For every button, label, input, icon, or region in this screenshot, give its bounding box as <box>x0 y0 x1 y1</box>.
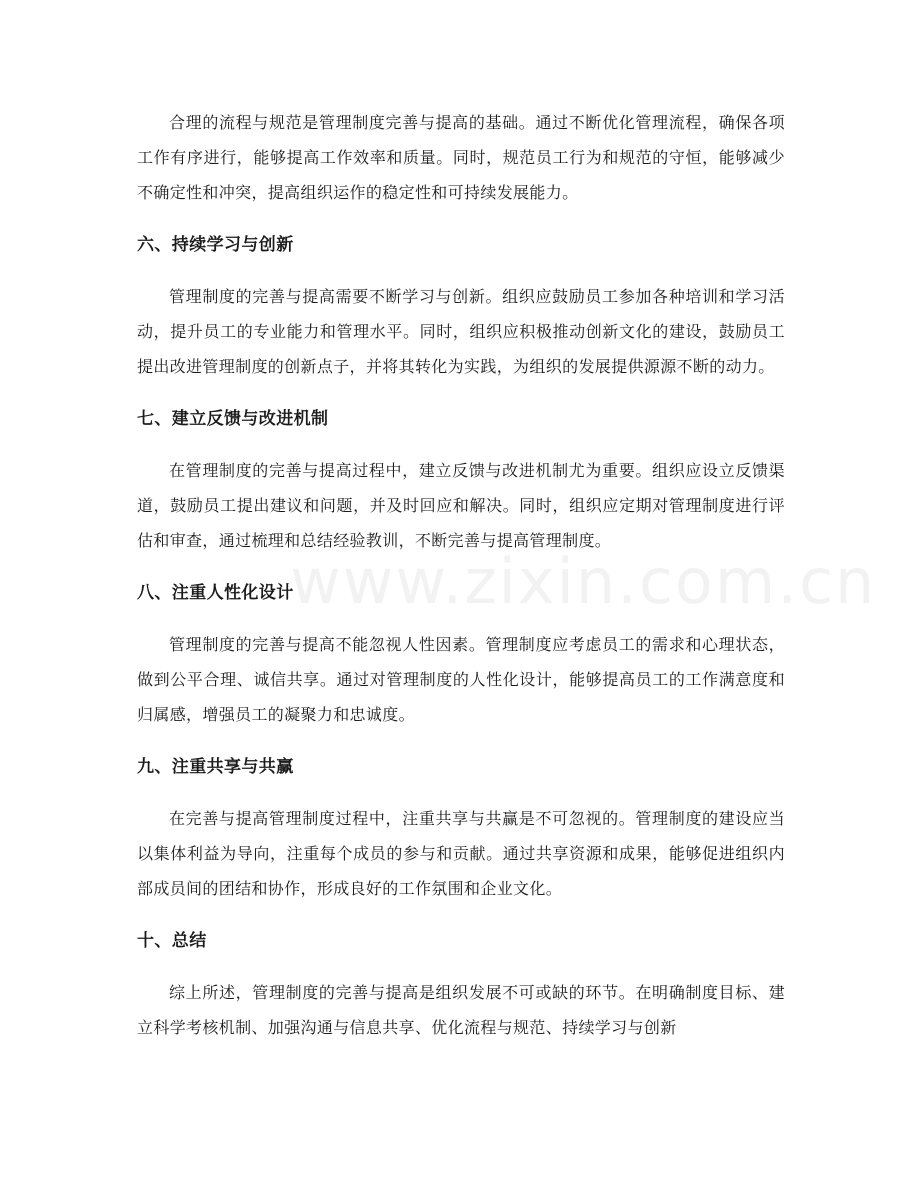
heading-sharing-win-win: 九、注重共享与共赢 <box>137 757 294 777</box>
paragraph-sharing-win-win: 在完善与提高管理制度过程中，注重共享与共赢是不可忽视的。管理制度的建设应当以集体利益为导向，注重每个成员的参与和贡献。通过共享资源和成果，能够促进组织内部成员间的团结和协作，形成良好的工作氛围和企业文化。 <box>137 809 785 898</box>
watermark: www.zixin.com.cn <box>290 545 877 618</box>
paragraph-feedback-mechanism: 在管理制度的完善与提高过程中，建立反馈与改进机制尤为重要。组织应设立反馈渠道，鼓励员工提出建议和问题，并及时回应和解决。同时，组织应定期对管理制度进行评估和审查，通过梳理和总结经验教训，不断完善与提高管理制度。 <box>137 461 785 550</box>
document-body <box>137 105 785 1045</box>
heading-humanized-design: 八、注重人性化设计 <box>137 583 294 603</box>
heading-feedback-mechanism: 七、建立反馈与改进机制 <box>137 409 329 429</box>
paragraph-process-norms: 合理的流程与规范是管理制度完善与提高的基础。通过不断优化管理流程，确保各项工作有序进行，能够提高工作效率和质量。同时，规范员工行为和规范的守恒，能够减少不确定性和冲突，提高组织运作的稳定性和可持续发展能力。 <box>137 113 785 202</box>
heading-continuous-learning: 六、持续学习与创新 <box>137 235 294 255</box>
paragraph-summary: 综上所述，管理制度的完善与提高是组织发展不可或缺的环节。在明确制度目标、建立科学考核机制、加强沟通与信息共享、优化流程与规范、持续学习与创新 <box>137 983 785 1037</box>
paragraph-continuous-learning: 管理制度的完善与提高需要不断学习与创新。组织应鼓励员工参加各种培训和学习活动，提升员工的专业能力和管理水平。同时，组织应积极推动创新文化的建设，鼓励员工提出改进管理制度的创新点子，并将其转化为实践，为组织的发展提供源源不断的动力。 <box>137 287 785 376</box>
heading-summary: 十、总结 <box>137 931 207 951</box>
paragraph-humanized-design: 管理制度的完善与提高不能忽视人性因素。管理制度应考虑员工的需求和心理状态，做到公平合理、诚信共享。通过对管理制度的人性化设计，能够提高员工的工作满意度和归属感，增强员工的凝聚力和忠诚度。 <box>137 635 785 724</box>
